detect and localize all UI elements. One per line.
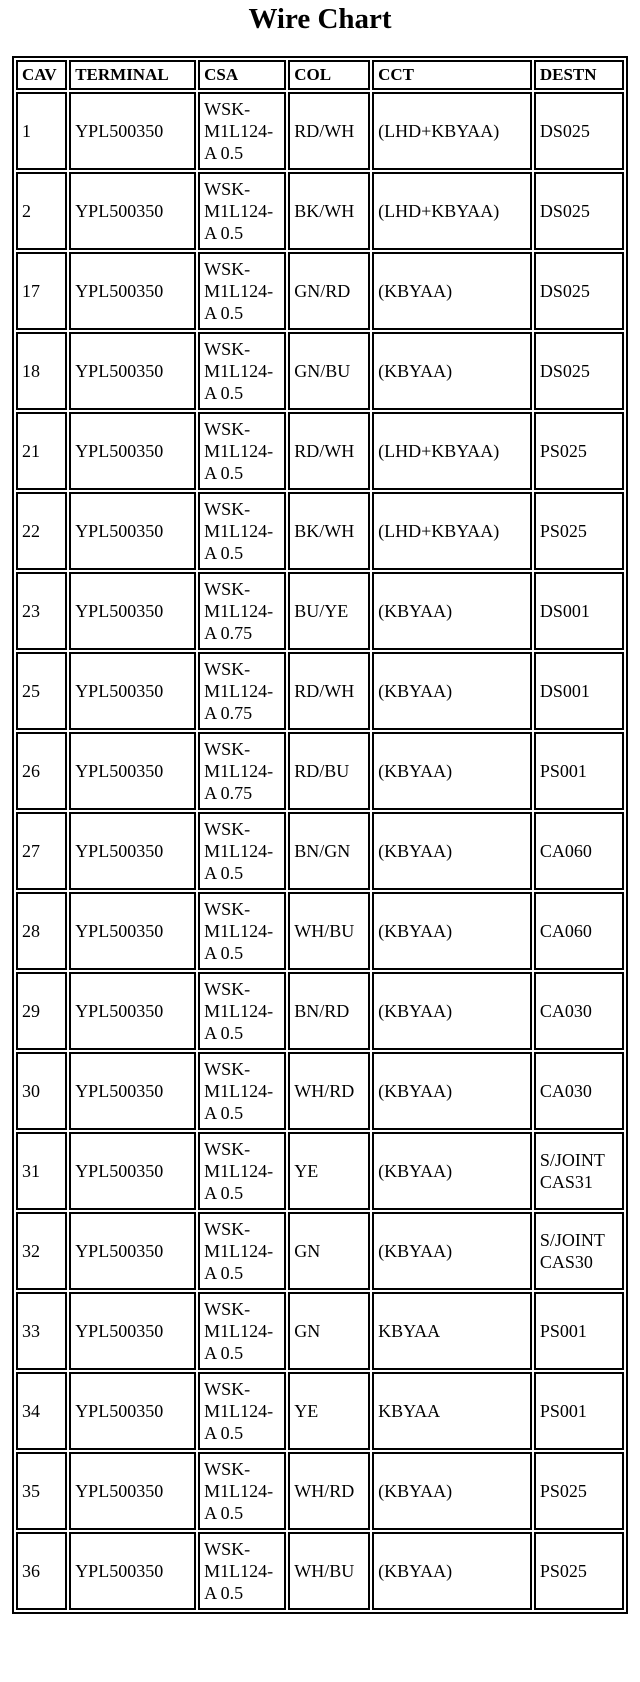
cell-cav: 35 bbox=[16, 1452, 67, 1530]
cell-destn: DS025 bbox=[534, 172, 624, 250]
cell-csa: WSK-M1L124-A 0.5 bbox=[198, 1292, 286, 1370]
cell-terminal: YPL500350 bbox=[69, 1292, 196, 1370]
cell-cct: (KBYAA) bbox=[372, 1532, 532, 1610]
cell-csa: WSK-M1L124-A 0.5 bbox=[198, 1052, 286, 1130]
cell-cct: (KBYAA) bbox=[372, 1132, 532, 1210]
cell-terminal: YPL500350 bbox=[69, 972, 196, 1050]
table-row bbox=[16, 972, 624, 1050]
cell-cct: KBYAA bbox=[372, 1292, 532, 1370]
cell-col: WH/BU bbox=[288, 1532, 370, 1610]
cell-terminal: YPL500350 bbox=[69, 1132, 196, 1210]
cell-cav: 18 bbox=[16, 332, 67, 410]
cell-csa: WSK-M1L124-A 0.5 bbox=[198, 1532, 286, 1610]
cell-terminal: YPL500350 bbox=[69, 1052, 196, 1130]
table-row bbox=[16, 572, 624, 650]
cell-cav: 36 bbox=[16, 1532, 67, 1610]
cell-csa: WSK-M1L124-A 0.5 bbox=[198, 332, 286, 410]
cell-col: BN/GN bbox=[288, 812, 370, 890]
cell-cct: (KBYAA) bbox=[372, 732, 532, 810]
cell-col: WH/BU bbox=[288, 892, 370, 970]
cell-cav: 2 bbox=[16, 172, 67, 250]
cell-terminal: YPL500350 bbox=[69, 1212, 196, 1290]
cell-destn: PS025 bbox=[534, 1452, 624, 1530]
cell-cav: 1 bbox=[16, 92, 67, 170]
cell-terminal: YPL500350 bbox=[69, 172, 196, 250]
cell-csa: WSK-M1L124-A 0.75 bbox=[198, 732, 286, 810]
cell-destn: S/JOINT CAS30 bbox=[534, 1212, 624, 1290]
cell-cav: 28 bbox=[16, 892, 67, 970]
cell-cav: 23 bbox=[16, 572, 67, 650]
header-csa: CSA bbox=[198, 60, 286, 90]
cell-cct: (KBYAA) bbox=[372, 252, 532, 330]
table-row bbox=[16, 652, 624, 730]
cell-col: GN/BU bbox=[288, 332, 370, 410]
cell-destn: CA060 bbox=[534, 812, 624, 890]
cell-destn: PS025 bbox=[534, 492, 624, 570]
cell-cct: (KBYAA) bbox=[372, 1212, 532, 1290]
cell-terminal: YPL500350 bbox=[69, 412, 196, 490]
cell-col: GN bbox=[288, 1212, 370, 1290]
cell-col: YE bbox=[288, 1132, 370, 1210]
cell-cav: 21 bbox=[16, 412, 67, 490]
cell-cav: 31 bbox=[16, 1132, 67, 1210]
cell-terminal: YPL500350 bbox=[69, 332, 196, 410]
cell-csa: WSK-M1L124-A 0.75 bbox=[198, 652, 286, 730]
cell-csa: WSK-M1L124-A 0.5 bbox=[198, 1132, 286, 1210]
table-row bbox=[16, 1452, 624, 1530]
table-row bbox=[16, 412, 624, 490]
cell-cav: 29 bbox=[16, 972, 67, 1050]
cell-terminal: YPL500350 bbox=[69, 652, 196, 730]
table-row bbox=[16, 732, 624, 810]
cell-csa: WSK-M1L124-A 0.5 bbox=[198, 252, 286, 330]
table-row bbox=[16, 892, 624, 970]
cell-col: BU/YE bbox=[288, 572, 370, 650]
cell-col: RD/BU bbox=[288, 732, 370, 810]
cell-col: BN/RD bbox=[288, 972, 370, 1050]
cell-destn: S/JOINT CAS31 bbox=[534, 1132, 624, 1210]
cell-terminal: YPL500350 bbox=[69, 732, 196, 810]
cell-col: RD/WH bbox=[288, 412, 370, 490]
cell-destn: PS025 bbox=[534, 412, 624, 490]
cell-csa: WSK-M1L124-A 0.5 bbox=[198, 892, 286, 970]
cell-terminal: YPL500350 bbox=[69, 252, 196, 330]
cell-destn: PS001 bbox=[534, 1292, 624, 1370]
header-cct: CCT bbox=[372, 60, 532, 90]
cell-terminal: YPL500350 bbox=[69, 1532, 196, 1610]
cell-cct: (LHD+KBYAA) bbox=[372, 172, 532, 250]
cell-col: WH/RD bbox=[288, 1452, 370, 1530]
cell-col: GN bbox=[288, 1292, 370, 1370]
cell-destn: DS001 bbox=[534, 572, 624, 650]
cell-cct: (KBYAA) bbox=[372, 1052, 532, 1130]
cell-csa: WSK-M1L124-A 0.5 bbox=[198, 412, 286, 490]
cell-destn: DS025 bbox=[534, 252, 624, 330]
table-row bbox=[16, 332, 624, 410]
table-row bbox=[16, 1372, 624, 1450]
cell-cct: (KBYAA) bbox=[372, 972, 532, 1050]
cell-col: WH/RD bbox=[288, 1052, 370, 1130]
table-row bbox=[16, 1132, 624, 1210]
cell-destn: DS025 bbox=[534, 332, 624, 410]
cell-cct: (LHD+KBYAA) bbox=[372, 412, 532, 490]
cell-cct: (KBYAA) bbox=[372, 892, 532, 970]
cell-csa: WSK-M1L124-A 0.5 bbox=[198, 92, 286, 170]
cell-csa: WSK-M1L124-A 0.5 bbox=[198, 492, 286, 570]
cell-terminal: YPL500350 bbox=[69, 892, 196, 970]
cell-cct: (KBYAA) bbox=[372, 812, 532, 890]
table-row bbox=[16, 1532, 624, 1610]
cell-cct: (KBYAA) bbox=[372, 652, 532, 730]
cell-terminal: YPL500350 bbox=[69, 1372, 196, 1450]
table-body bbox=[16, 92, 624, 1610]
table-row bbox=[16, 1292, 624, 1370]
cell-cav: 30 bbox=[16, 1052, 67, 1130]
cell-col: YE bbox=[288, 1372, 370, 1450]
cell-csa: WSK-M1L124-A 0.5 bbox=[198, 1372, 286, 1450]
table-row bbox=[16, 1052, 624, 1130]
cell-destn: DS025 bbox=[534, 92, 624, 170]
cell-destn: PS001 bbox=[534, 1372, 624, 1450]
cell-col: GN/RD bbox=[288, 252, 370, 330]
cell-cct: (KBYAA) bbox=[372, 1452, 532, 1530]
cell-cct: (KBYAA) bbox=[372, 572, 532, 650]
table-row bbox=[16, 812, 624, 890]
cell-cav: 22 bbox=[16, 492, 67, 570]
cell-destn: CA030 bbox=[534, 1052, 624, 1130]
cell-csa: WSK-M1L124-A 0.5 bbox=[198, 812, 286, 890]
cell-destn: CA030 bbox=[534, 972, 624, 1050]
page-title: Wire Chart bbox=[248, 3, 392, 35]
cell-destn: CA060 bbox=[534, 892, 624, 970]
cell-cct: (KBYAA) bbox=[372, 332, 532, 410]
cell-terminal: YPL500350 bbox=[69, 1452, 196, 1530]
header-col: COL bbox=[288, 60, 370, 90]
table-row bbox=[16, 1212, 624, 1290]
cell-csa: WSK-M1L124-A 0.75 bbox=[198, 572, 286, 650]
table-row bbox=[16, 492, 624, 570]
cell-cav: 33 bbox=[16, 1292, 67, 1370]
table-row bbox=[16, 172, 624, 250]
cell-terminal: YPL500350 bbox=[69, 812, 196, 890]
cell-destn: PS001 bbox=[534, 732, 624, 810]
cell-cct: (LHD+KBYAA) bbox=[372, 92, 532, 170]
cell-cav: 34 bbox=[16, 1372, 67, 1450]
cell-cav: 32 bbox=[16, 1212, 67, 1290]
cell-destn: DS001 bbox=[534, 652, 624, 730]
cell-csa: WSK-M1L124-A 0.5 bbox=[198, 1212, 286, 1290]
cell-destn: PS025 bbox=[534, 1532, 624, 1610]
cell-col: RD/WH bbox=[288, 92, 370, 170]
cell-cav: 25 bbox=[16, 652, 67, 730]
header-destn: DESTN bbox=[534, 60, 624, 90]
cell-cav: 26 bbox=[16, 732, 67, 810]
cell-terminal: YPL500350 bbox=[69, 92, 196, 170]
cell-col: BK/WH bbox=[288, 172, 370, 250]
cell-col: BK/WH bbox=[288, 492, 370, 570]
cell-col: RD/WH bbox=[288, 652, 370, 730]
cell-cav: 17 bbox=[16, 252, 67, 330]
header-cav: CAV bbox=[16, 60, 67, 90]
table-row bbox=[16, 252, 624, 330]
cell-terminal: YPL500350 bbox=[69, 492, 196, 570]
cell-cav: 27 bbox=[16, 812, 67, 890]
cell-csa: WSK-M1L124-A 0.5 bbox=[198, 972, 286, 1050]
header-row bbox=[16, 60, 624, 90]
cell-cct: KBYAA bbox=[372, 1372, 532, 1450]
cell-csa: WSK-M1L124-A 0.5 bbox=[198, 1452, 286, 1530]
table-row bbox=[16, 92, 624, 170]
cell-csa: WSK-M1L124-A 0.5 bbox=[198, 172, 286, 250]
header-terminal: TERMINAL bbox=[69, 60, 196, 90]
cell-cct: (LHD+KBYAA) bbox=[372, 492, 532, 570]
wire-chart-table bbox=[12, 56, 628, 1614]
cell-terminal: YPL500350 bbox=[69, 572, 196, 650]
